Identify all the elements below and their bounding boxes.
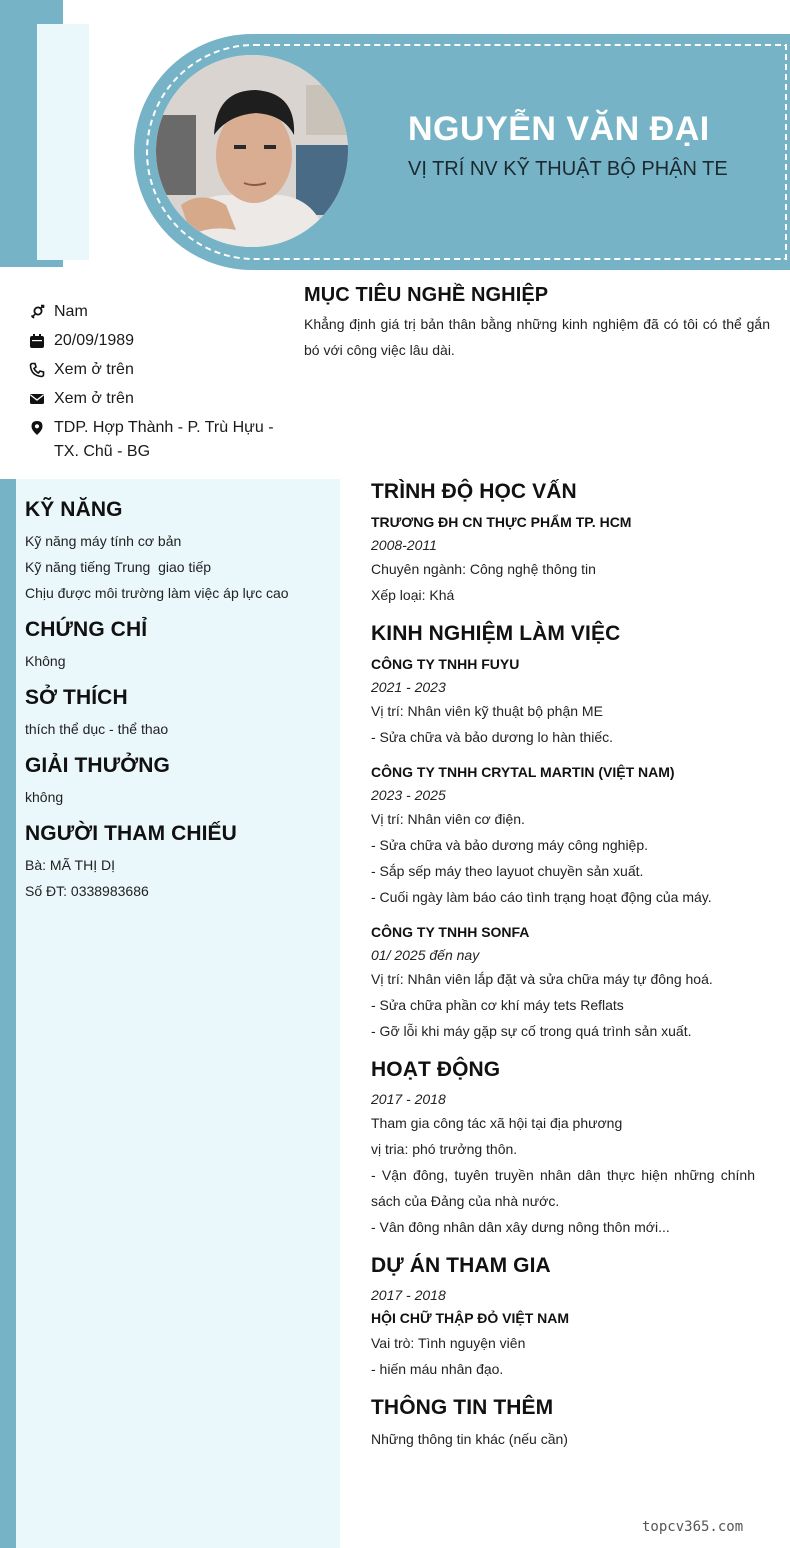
education-line: Xếp loại: Khá <box>371 587 455 603</box>
project-line: Vai trò: Tình nguyện viên <box>371 1335 526 1351</box>
candidate-position: VỊ TRÍ NV KỸ THUẬT BỘ PHẬN TE <box>408 158 728 180</box>
gender-icon <box>28 300 46 324</box>
reference-item: Số ĐT: 0338983686 <box>25 883 149 899</box>
job-company: CÔNG TY TNHH FUYU <box>371 656 520 672</box>
job-line: - Sửa chữa phần cơ khí máy tets Reflats <box>371 997 624 1013</box>
objective-text: Khẳng định giá trị bản thân bằng những kinh nghiệm đã có tôi có thể gắn bó với công việc lâu dài. <box>304 316 770 358</box>
education-school: TRƯƠNG ĐH CN THỰC PHẨM TP. HCM <box>371 514 632 530</box>
job-period: 2023 - 2025 <box>371 787 446 803</box>
more-info-title: THÔNG TIN THÊM <box>371 1396 554 1419</box>
project-line: - hiến máu nhân đạo. <box>371 1361 504 1377</box>
hobbies-title: SỞ THÍCH <box>25 686 128 709</box>
job-line: Vị trí: Nhân viên lắp đặt và sửa chữa máy tự đông hoá. <box>371 971 713 987</box>
avatar-photo <box>156 55 348 247</box>
references-title: NGƯỜI THAM CHIẾU <box>25 822 237 845</box>
left-accent-edge <box>0 479 16 1548</box>
job-entry <box>371 652 755 750</box>
job-line: Vị trí: Nhân viên kỹ thuật bộ phận ME <box>371 703 603 719</box>
address-value: TDP. Hợp Thành - P. Trù Hựu - TX. Chũ - BG <box>54 419 274 460</box>
activities-section <box>371 1058 755 1240</box>
references-section <box>25 822 325 904</box>
certificates-section <box>25 618 325 674</box>
skill-item: Kỹ năng tiếng Trung giao tiếp <box>25 559 212 575</box>
skill-item: Kỹ năng máy tính cơ bản <box>25 533 182 549</box>
certificates-title: CHỨNG CHỈ <box>25 618 148 641</box>
job-line: - Sửa chữa và bảo dương lo hàn thiếc. <box>371 729 613 745</box>
activities-period: 2017 - 2018 <box>371 1091 446 1107</box>
hobbies-text: thích thể dục - thể thao <box>25 721 169 737</box>
gender-value: Nam <box>54 303 88 320</box>
right-column <box>371 480 755 1466</box>
candidate-name: NGUYỄN VĂN ĐẠI <box>408 110 710 148</box>
projects-title: DỰ ÁN THAM GIA <box>371 1254 551 1277</box>
objective-section <box>304 284 770 363</box>
education-title: TRÌNH ĐỘ HỌC VẤN <box>371 480 577 503</box>
contact-birthday <box>28 329 278 353</box>
contact-email <box>28 387 278 411</box>
activity-line: Tham gia công tác xã hội tại địa phương <box>371 1115 623 1131</box>
awards-text: không <box>25 789 64 805</box>
contact-address <box>28 416 278 464</box>
hobbies-section <box>25 686 325 742</box>
watermark: topcv365.com <box>642 1519 744 1535</box>
phone-value: Xem ở trên <box>54 361 134 378</box>
job-period: 2021 - 2023 <box>371 679 446 695</box>
certificates-text: Không <box>25 653 66 669</box>
avatar <box>156 55 348 247</box>
objective-title: MỤC TIÊU NGHỀ NGHIỆP <box>304 284 549 306</box>
reference-item: Bà: MÃ THỊ DỊ <box>25 857 115 873</box>
contact-phone <box>28 358 278 382</box>
left-column <box>25 498 325 916</box>
projects-section <box>371 1254 755 1382</box>
job-line: - Cuối ngày làm báo cáo tình trạng hoạt động của máy. <box>371 889 712 905</box>
job-line: - Sắp sếp máy theo layuot chuyền sản xuất. <box>371 863 644 879</box>
skills-title: KỸ NĂNG <box>25 498 123 521</box>
more-info-section <box>371 1396 755 1452</box>
birthday-value: 20/09/1989 <box>54 332 135 349</box>
experience-section <box>371 622 755 1044</box>
contact-info <box>28 300 278 469</box>
job-company: CÔNG TY TNHH SONFA <box>371 924 530 940</box>
activity-line: vị tria: phó trưởng thôn. <box>371 1141 518 1157</box>
more-info-text: Những thông tin khác (nếu cần) <box>371 1431 568 1447</box>
awards-section <box>25 754 325 810</box>
activity-line: - Vận đông, tuyên truyền nhân dân thực hiện những chính sách của Đảng của nhà nước. <box>371 1167 755 1209</box>
awards-title: GIẢI THƯỞNG <box>25 754 170 777</box>
phone-icon <box>28 358 46 382</box>
skills-section <box>25 498 325 606</box>
projects-org: HỘI CHỮ THẬP ĐỎ VIỆT NAM <box>371 1310 570 1326</box>
job-entry <box>371 920 755 1044</box>
experience-title: KINH NGHIỆM LÀM VIỆC <box>371 622 621 645</box>
job-line: - Sửa chữa và bảo dương máy công nghiệp. <box>371 837 649 853</box>
education-period: 2008-2011 <box>371 537 437 553</box>
location-pin-icon <box>28 416 46 440</box>
education-section <box>371 480 755 608</box>
job-company: CÔNG TY TNHH CRYTAL MARTIN (VIỆT NAM) <box>371 764 675 780</box>
contact-gender <box>28 300 278 324</box>
job-period: 01/ 2025 đến nay <box>371 947 480 963</box>
email-value: Xem ở trên <box>54 390 134 407</box>
education-line: Chuyên ngành: Công nghệ thông tin <box>371 561 596 577</box>
skill-item: Chịu được môi trường làm việc áp lực cao <box>25 585 289 601</box>
activity-line: - Vân đông nhân dân xây dưng nông thôn mới... <box>371 1219 670 1235</box>
calendar-icon <box>28 329 46 353</box>
email-icon <box>28 387 46 411</box>
header-pale-strip <box>37 24 89 260</box>
job-entry <box>371 760 755 910</box>
job-line: - Gỡ lỗi khi máy gặp sự cố trong quá trình sản xuất. <box>371 1023 692 1039</box>
job-line: Vị trí: Nhân viên cơ điện. <box>371 811 525 827</box>
activities-title: HOẠT ĐỘNG <box>371 1058 501 1081</box>
projects-period: 2017 - 2018 <box>371 1287 446 1303</box>
